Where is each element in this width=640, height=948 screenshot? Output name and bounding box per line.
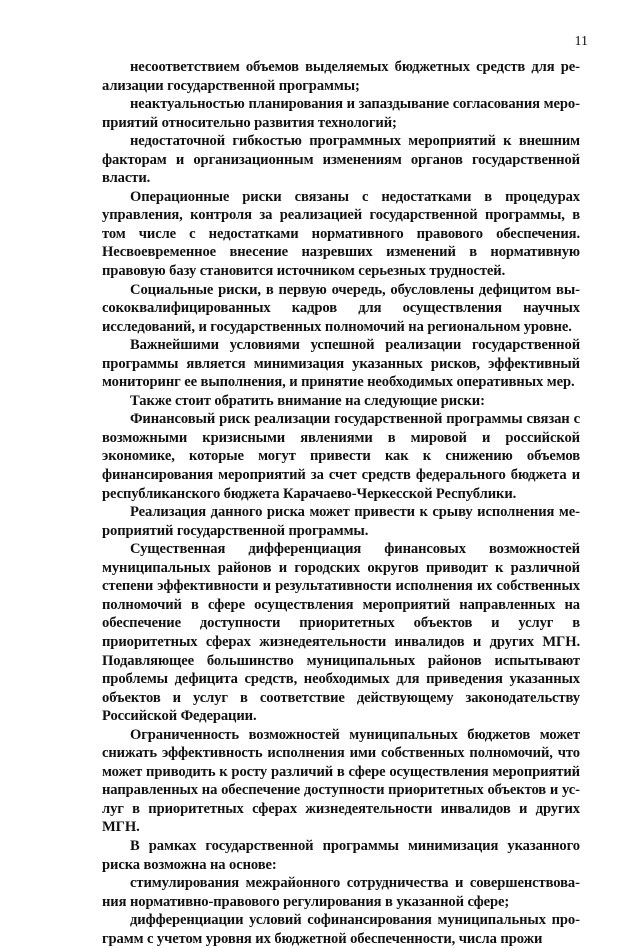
paragraph: недостаточной гибкостью программных мероприятий к внешним факторам и организационным изменениям органов государственной власти.: [102, 133, 580, 187]
document-body: [102, 58, 580, 948]
paragraph: В рамках государственной программы минимизация указанного риска возможна на основе:: [102, 837, 580, 873]
paragraph: Также стоит обратить внимание на следующие риски:: [130, 392, 485, 409]
paragraph: Важнейшими условиями успешной реализации государственной программы является минимизация указанных рисков, эффективный мониторинг ее выполнения, и принятие необходимых оперативных мер.: [102, 337, 580, 391]
paragraph: несоответствием объемов выделяемых бюджетных средств для реализации государственной программы;: [102, 59, 580, 94]
paragraph: Ограниченность возможностей муниципальных бюджетов может снижать эффективность исполнения ими собственных полномочий, что может приводить к росту различий в сфере осуществления мероприятий направленных на обеспечение доступности приоритетных объектов и услуг в приоритетных сферах жизнедеятельности инвалидов и других МГН.: [102, 726, 580, 836]
paragraph: неактуальностью планирования и запаздывание согласования мероприятий относительно развития технологий;: [102, 96, 580, 131]
paragraph: Реализация данного риска может привести к срыву исполнения мероприятий государственной программы.: [102, 504, 580, 539]
paragraph: Операционные риски связаны с недостатками в процедурах управления, контроля за реализацией государственной программы, в том числе с недостатками нормативного правового обеспечения. Несвоевременное внесение назревших изменений в нормативную правовую базу становится источником серьезных трудностей.: [102, 188, 580, 280]
paragraph: Финансовый риск реализации государственной программы связан с возможными кризисными явлениями в мировой и российской экономике, которые могут привести как к снижению объемов финансирования мероприятий за счет средств федерального бюджета и республиканского бюджета Карачаево-Черкесской Республики.: [102, 411, 580, 502]
paragraph: Социальные риски, в первую очередь, обусловлены дефицитом высококвалифицированных кадров для осуществления научных исследований, и государственных полномочий на региональном уровне.: [102, 281, 580, 335]
paragraph: дифференциации условий софинансирования муниципальных программ с учетом уровня их бюджетной обеспеченности, числа прожи: [102, 912, 580, 947]
paragraph: стимулирования межрайонного сотрудничества и совершенствования нормативно-правового регулирования в указанной сфере;: [102, 875, 580, 910]
page-number: 11: [574, 34, 588, 49]
paragraph: Существенная дифференциация финансовых возможностей муниципальных районов и городских округов приводит к различной степени эффективности и результативности исполнения их собственных полномочий в сфере осуществления мероприятий направленных на обеспечение доступности приоритетных объектов и услуг в приоритетных сферах жизнедеятельности инвалидов и других МГН. Подавляющее большинство муниципальных районов испытывают проблемы дефицита средств, необходимых для приведения указанных объектов и услуг в соответствие действующему законодательству Российской Федерации.: [102, 541, 580, 725]
